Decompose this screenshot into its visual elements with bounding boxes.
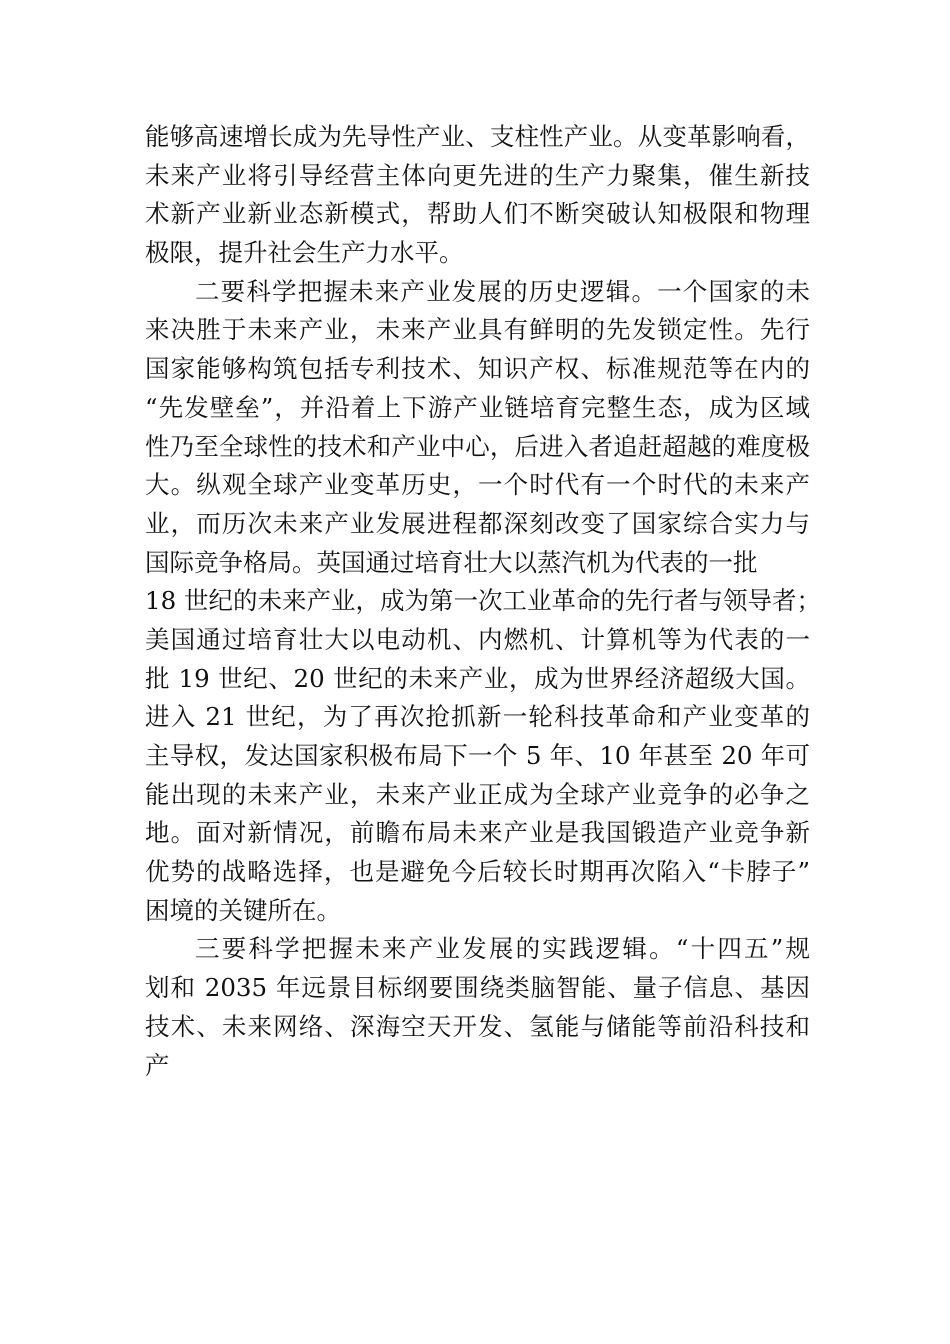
text-line: 未来产业将引导经营主体向更先进的生产力聚集，催生新技 bbox=[145, 160, 810, 190]
text-line: 划和 2035 年远景目标纲要围绕类脑智能、量子信息、基因 bbox=[145, 973, 810, 1003]
text-line: 进入 21 世纪，为了再次抢抓新一轮科技革命和产业变革的 bbox=[145, 702, 810, 732]
text-line: 国际竞争格局。英国通过培育壮大以蒸汽机为代表的一批 bbox=[145, 547, 758, 577]
paragraph-start-line: 二要科学把握未来产业发展的历史逻辑。一个国家的未 bbox=[195, 276, 810, 306]
text-line: 极限，提升社会生产力水平。 bbox=[145, 238, 464, 268]
text-line: 18 世纪的未来产业，成为第一次工业革命的先行者与领导者； bbox=[145, 586, 821, 616]
text-line: 主导权，发达国家积极布局下一个 5 年、10 年甚至 20 年可 bbox=[145, 741, 810, 770]
text-line: 术新产业新业态新模式，帮助人们不断突破认知极限和物理 bbox=[145, 199, 810, 229]
text-line: 美国通过培育壮大以电动机、内燃机、计算机等为代表的一 bbox=[145, 624, 810, 654]
paragraph-start-line: 三要科学把握未来产业发展的实践逻辑。“十四五”规 bbox=[195, 934, 810, 964]
text-line: 能出现的未来产业，未来产业正成为全球产业竞争的必争之 bbox=[145, 779, 810, 809]
text-line: 技术、未来网络、深海空天开发、氢能与储能等前沿科技和 bbox=[145, 1011, 810, 1041]
text-line: 性乃至全球性的技术和产业中心，后进入者追赶超越的难度极 bbox=[145, 431, 810, 461]
text-line: 来决胜于未来产业，未来产业具有鲜明的先发锁定性。先行 bbox=[145, 315, 810, 345]
text-line: 国家能够构筑包括专利技术、知识产权、标准规范等在内的 bbox=[145, 354, 810, 384]
text-line: “先发壁垒”，并沿着上下游产业链培育完整生态，成为区域 bbox=[145, 392, 810, 422]
text-line: 业，而历次未来产业发展进程都深刻改变了国家综合实力与 bbox=[145, 508, 810, 538]
text-line: 批 19 世纪、20 世纪的未来产业，成为世界经济超级大国。 bbox=[145, 663, 810, 693]
text-line: 地。面对新情况，前瞻布局未来产业是我国锻造产业竞争新 bbox=[145, 818, 810, 848]
text-line: 大。纵观全球产业变革历史，一个时代有一个时代的未来产 bbox=[145, 470, 810, 500]
body-text bbox=[145, 118, 821, 1085]
text-line: 能够高速增长成为先导性产业、支柱性产业。从变革影响看， bbox=[145, 122, 810, 151]
text-line: 困境的关键所在。 bbox=[145, 895, 341, 925]
text-line: 产 bbox=[145, 1050, 170, 1080]
text-line: 优势的战略选择，也是避免今后较长时期再次陷入“卡脖子” bbox=[145, 857, 810, 887]
